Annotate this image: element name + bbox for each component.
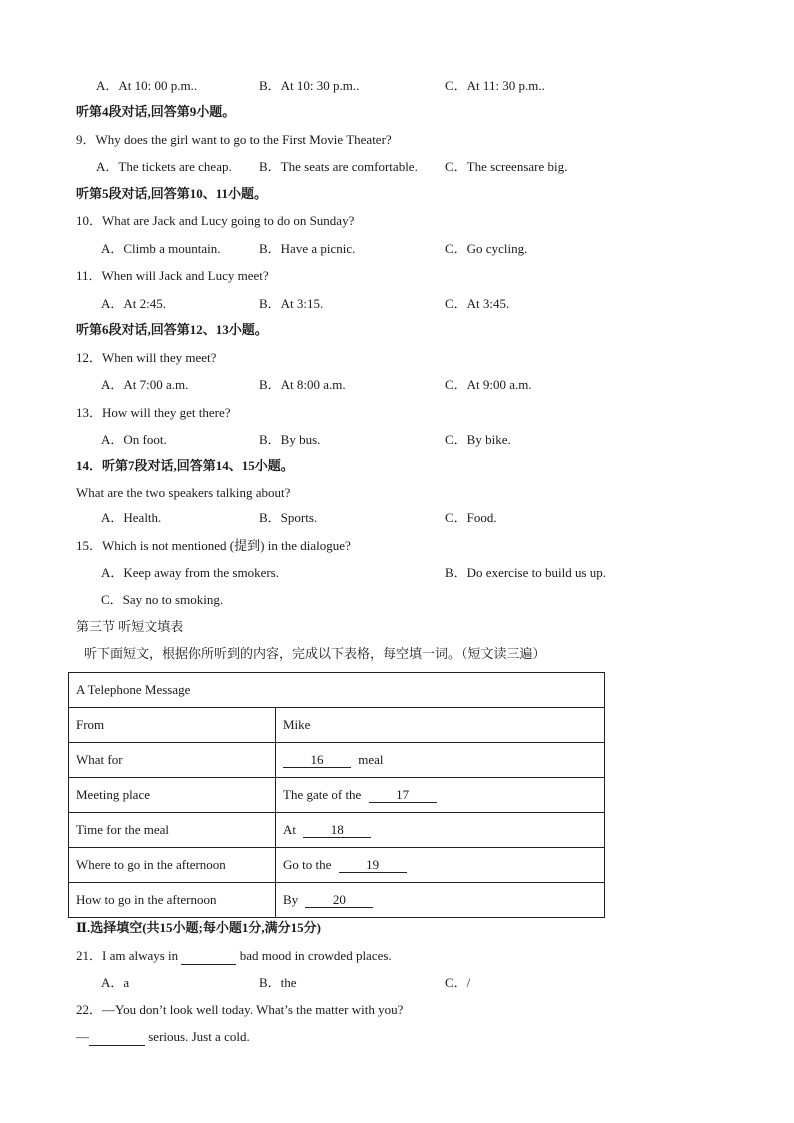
table-row <box>69 708 605 743</box>
q8-option-c: C．At 11: 30 p.m.. <box>445 78 545 93</box>
table-title-row <box>69 673 605 708</box>
q11-stem: 11．When will Jack and Lucy meet? <box>76 268 269 283</box>
q15-stem: 15．Which is not mentioned (提到) in the dialogue? <box>76 538 351 553</box>
row-label-time: Time for the meal <box>69 813 276 848</box>
section-7-heading: 14．听第7段对话,回答第14、15小题。 <box>76 458 294 473</box>
q9-option-b: B．The seats are comfortable. <box>259 159 418 174</box>
blank-18[interactable]: 18 <box>303 823 371 838</box>
q12-option-b: B．At 8:00 a.m. <box>259 377 346 392</box>
q12-option-a: A．At 7:00 a.m. <box>101 377 189 392</box>
q11-option-b: B．At 3:15. <box>259 296 324 311</box>
q22-stem: 22．—You don’t look well today. What’s the matter with you? <box>76 1002 404 1017</box>
q11-option-a: A．At 2:45. <box>101 296 167 311</box>
q12-stem: 12．When will they meet? <box>76 350 217 365</box>
q9-stem: 9．Why does the girl want to go to the First Movie Theater? <box>76 132 392 147</box>
section-4-heading: 听第4段对话,回答第9小题。 <box>76 104 236 119</box>
row-label-meeting-place: Meeting place <box>69 778 276 813</box>
blank-16[interactable]: 16 <box>283 753 351 768</box>
q22-dash: — <box>76 1029 89 1044</box>
row-value-from: Mike <box>276 708 605 743</box>
q10-option-b: B．Have a picnic. <box>259 241 356 256</box>
q21-stem-start: 21．I am always in <box>76 948 179 963</box>
q21-blank[interactable] <box>181 948 236 965</box>
part3-title: 第三节 听短文填表 <box>76 619 184 634</box>
row-value-where <box>276 848 605 883</box>
row-prefix-go-to: Go to the <box>283 857 332 872</box>
q13-stem: 13．How will they get there? <box>76 405 231 420</box>
q21-stem <box>76 948 392 965</box>
row-prefix-gate: The gate of the <box>283 787 362 802</box>
q14-option-b: B．Sports. <box>259 510 318 525</box>
q22-blank[interactable] <box>89 1029 145 1046</box>
q21-option-b: B．the <box>259 975 297 990</box>
section-6-heading: 听第6段对话,回答第12、13小题。 <box>76 322 268 337</box>
table-row <box>69 883 605 918</box>
q14-stem: What are the two speakers talking about? <box>76 485 291 500</box>
table-row <box>69 848 605 883</box>
row-value-meeting-place <box>276 778 605 813</box>
table-row <box>69 813 605 848</box>
telephone-message-table <box>68 672 605 918</box>
row-label-from: From <box>69 708 276 743</box>
q14-option-a: A．Health. <box>101 510 162 525</box>
q22-reply <box>76 1029 250 1046</box>
table-title: A Telephone Message <box>69 673 605 708</box>
q21-option-a: A．a <box>101 975 130 990</box>
q21-stem-end: bad mood in crowded places. <box>239 948 392 963</box>
q8-option-a: A．At 10: 00 p.m.. <box>96 78 198 93</box>
row-value-time <box>276 813 605 848</box>
q13-option-c: C．By bike. <box>445 432 511 447</box>
q15-option-c: C．Say no to smoking. <box>101 592 224 607</box>
row-label-what-for: What for <box>69 743 276 778</box>
q22-reply-end: serious. Just a cold. <box>148 1029 250 1044</box>
q10-option-c: C．Go cycling. <box>445 241 528 256</box>
q14-option-c: C．Food. <box>445 510 497 525</box>
table-row <box>69 778 605 813</box>
q10-option-a: A．Climb a mountain. <box>101 241 221 256</box>
row-suffix-meal: meal <box>358 752 384 767</box>
row-prefix-by: By <box>283 892 299 907</box>
blank-17[interactable]: 17 <box>369 788 437 803</box>
blank-20[interactable]: 20 <box>305 893 373 908</box>
q8-option-b: B．At 10: 30 p.m.. <box>259 78 360 93</box>
q9-option-a: A．The tickets are cheap. <box>96 159 232 174</box>
q13-option-b: B．By bus. <box>259 432 321 447</box>
part3-instruction: 听下面短文，根据你所听到的内容，完成以下表格，每空填一词。（短文读三遍） <box>84 646 546 661</box>
blank-19[interactable]: 19 <box>339 858 407 873</box>
row-label-where: Where to go in the afternoon <box>69 848 276 883</box>
q12-option-c: C．At 9:00 a.m. <box>445 377 532 392</box>
q15-option-b: B．Do exercise to build us up. <box>445 565 607 580</box>
q15-option-a: A．Keep away from the smokers. <box>101 565 279 580</box>
q13-option-a: A．On foot. <box>101 432 167 447</box>
row-label-how: How to go in the afternoon <box>69 883 276 918</box>
q9-option-c: C．The screensare big. <box>445 159 568 174</box>
q11-option-c: C．At 3:45. <box>445 296 510 311</box>
part2-title: Ⅱ.选择填空(共15小题;每小题1分,满分15分) <box>76 920 321 935</box>
row-prefix-at: At <box>283 822 296 837</box>
row-value-how <box>276 883 605 918</box>
q10-stem: 10．What are Jack and Lucy going to do on Sunday? <box>76 213 355 228</box>
table-row <box>69 743 605 778</box>
row-value-what-for <box>276 743 605 778</box>
q21-option-c: C．/ <box>445 975 471 990</box>
section-5-heading: 听第5段对话,回答第10、11小题。 <box>76 186 268 201</box>
